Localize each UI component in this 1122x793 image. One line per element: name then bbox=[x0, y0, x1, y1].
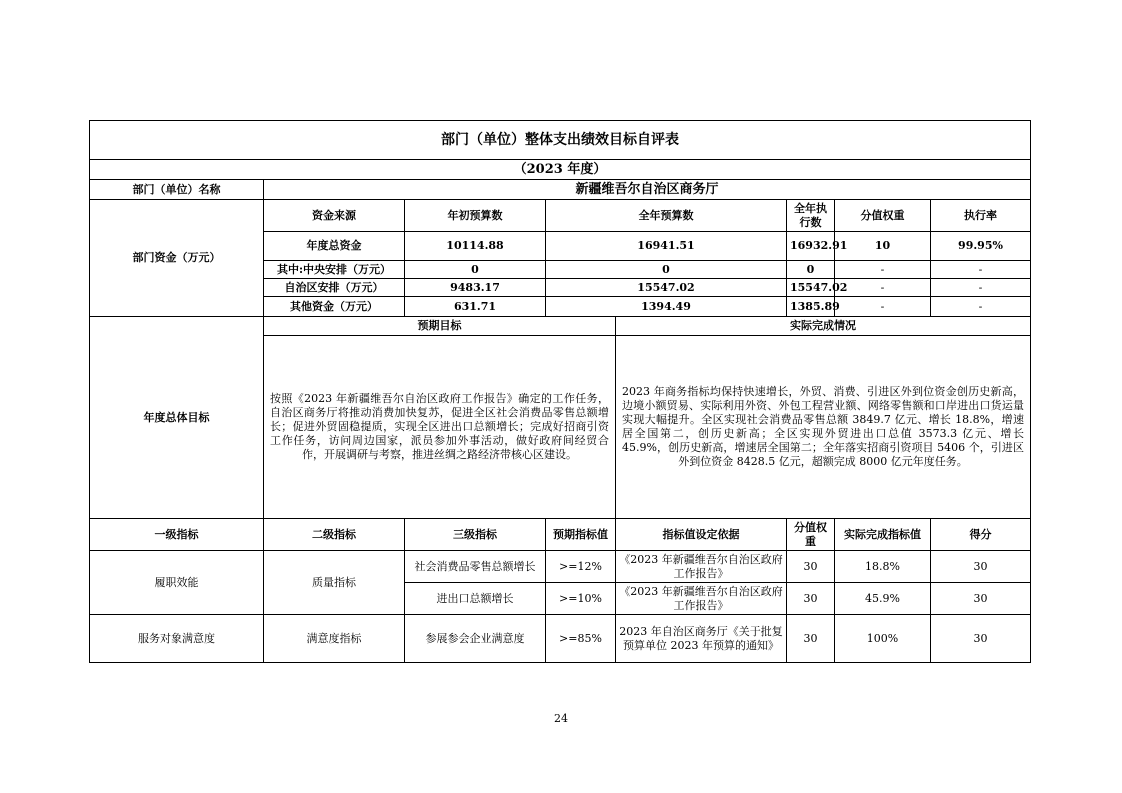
funds-cell: 9483.17 bbox=[405, 279, 546, 297]
ind-header-score: 得分 bbox=[931, 519, 1031, 551]
funds-cell: 16941.51 bbox=[546, 232, 787, 261]
funds-cell: 10 bbox=[835, 232, 931, 261]
page-number: 24 bbox=[554, 712, 568, 725]
table-title: 部门（单位）整体支出绩效目标自评表 bbox=[90, 121, 1031, 160]
funds-cell: 其中:中央安排（万元） bbox=[264, 261, 405, 279]
funds-section-label: 部门资金（万元） bbox=[90, 200, 264, 317]
ind-header-level2: 二级指标 bbox=[264, 519, 405, 551]
funds-cell: 1385.89 bbox=[787, 297, 835, 317]
actual-value: 45.9% bbox=[835, 583, 931, 615]
funds-cell: - bbox=[835, 297, 931, 317]
ind-header-actual: 实际完成指标值 bbox=[835, 519, 931, 551]
unit-name: 新疆维吾尔自治区商务厅 bbox=[264, 180, 1031, 200]
basis: 2023 年自治区商务厅《关于批复预算单位 2023 年预算的通知》 bbox=[616, 615, 787, 663]
funds-cell: 0 bbox=[787, 261, 835, 279]
actual-goal-text: 2023 年商务指标均保持快速增长，外贸、消费、引进区外到位资金创历史新高，边境小额贸易、实际利用外资、外包工程营业额、网络零售额和口岸进出口货运量实现大幅提升。全区实现社会消费品零售总额 3849.7 亿元、增长 18.8%，增速居全国第二，创历史新高；全区实现外贸进出口总值 3573.3 亿元、增长 45.9%，创历史新高，增速居全国第二；全年落实招商引资项目 5406 个，引进区外到位资金 8428.5 亿元，超额完成 8000 亿元年度任务。 bbox=[616, 336, 1031, 519]
unit-label: 部门（单位）名称 bbox=[90, 180, 264, 200]
score: 30 bbox=[931, 583, 1031, 615]
funds-cell: 15547.02 bbox=[546, 279, 787, 297]
level2-indicator: 满意度指标 bbox=[264, 615, 405, 663]
performance-evaluation-table bbox=[89, 120, 1031, 663]
funds-cell: 15547.02 bbox=[787, 279, 835, 297]
funds-header-executed: 全年执行数 bbox=[787, 200, 835, 232]
funds-cell: - bbox=[835, 261, 931, 279]
expected-value: >=10% bbox=[546, 583, 616, 615]
funds-header-source: 资金来源 bbox=[264, 200, 405, 232]
expected-goal-header: 预期目标 bbox=[264, 317, 616, 336]
level2-indicator: 质量指标 bbox=[264, 551, 405, 615]
ind-header-expected: 预期指标值 bbox=[546, 519, 616, 551]
funds-cell: 0 bbox=[405, 261, 546, 279]
funds-cell: 年度总资金 bbox=[264, 232, 405, 261]
funds-cell: - bbox=[931, 261, 1031, 279]
level1-indicator: 履职效能 bbox=[90, 551, 264, 615]
level3-indicator: 进出口总额增长 bbox=[405, 583, 546, 615]
funds-header-weight: 分值权重 bbox=[835, 200, 931, 232]
funds-cell: 10114.88 bbox=[405, 232, 546, 261]
level3-indicator: 参展参会企业满意度 bbox=[405, 615, 546, 663]
actual-goal-header: 实际完成情况 bbox=[616, 317, 1031, 336]
score: 30 bbox=[931, 615, 1031, 663]
funds-cell: 631.71 bbox=[405, 297, 546, 317]
weight: 30 bbox=[787, 583, 835, 615]
funds-cell: 自治区安排（万元） bbox=[264, 279, 405, 297]
funds-header-annual: 全年预算数 bbox=[546, 200, 787, 232]
level3-indicator: 社会消费品零售总额增长 bbox=[405, 551, 546, 583]
basis: 《2023 年新疆维吾尔自治区政府工作报告》 bbox=[616, 583, 787, 615]
actual-value: 18.8% bbox=[835, 551, 931, 583]
score: 30 bbox=[931, 551, 1031, 583]
ind-header-level3: 三级指标 bbox=[405, 519, 546, 551]
ind-header-weight: 分值权重 bbox=[787, 519, 835, 551]
funds-cell: 1394.49 bbox=[546, 297, 787, 317]
level1-indicator: 服务对象满意度 bbox=[90, 615, 264, 663]
expected-value: >=85% bbox=[546, 615, 616, 663]
ind-header-basis: 指标值设定依据 bbox=[616, 519, 787, 551]
weight: 30 bbox=[787, 551, 835, 583]
expected-goal-text: 按照《2023 年新疆维吾尔自治区政府工作报告》确定的工作任务，自治区商务厅将推动消费加快复苏，促进全区社会消费品零售总额增长；促进外贸固稳提质，实现全区进出口总额增长；完成好招商引资工作任务，访问周边国家，派员参加外事活动，做好政府间经贸合作，开展调研与考察，推进丝绸之路经济带核心区建设。 bbox=[264, 336, 616, 519]
year-label: （2023 年度） bbox=[90, 160, 1031, 180]
weight: 30 bbox=[787, 615, 835, 663]
funds-header-rate: 执行率 bbox=[931, 200, 1031, 232]
indicator-row bbox=[90, 551, 1031, 583]
funds-cell: - bbox=[931, 297, 1031, 317]
actual-value: 100% bbox=[835, 615, 931, 663]
funds-cell: 0 bbox=[546, 261, 787, 279]
ind-header-level1: 一级指标 bbox=[90, 519, 264, 551]
indicator-row bbox=[90, 615, 1031, 663]
basis: 《2023 年新疆维吾尔自治区政府工作报告》 bbox=[616, 551, 787, 583]
funds-cell: - bbox=[931, 279, 1031, 297]
funds-cell: 99.95% bbox=[931, 232, 1031, 261]
funds-header-initial: 年初预算数 bbox=[405, 200, 546, 232]
goals-section-label: 年度总体目标 bbox=[90, 317, 264, 519]
funds-cell: 其他资金（万元） bbox=[264, 297, 405, 317]
funds-cell: 16932.91 bbox=[787, 232, 835, 261]
expected-value: >=12% bbox=[546, 551, 616, 583]
funds-cell: - bbox=[835, 279, 931, 297]
